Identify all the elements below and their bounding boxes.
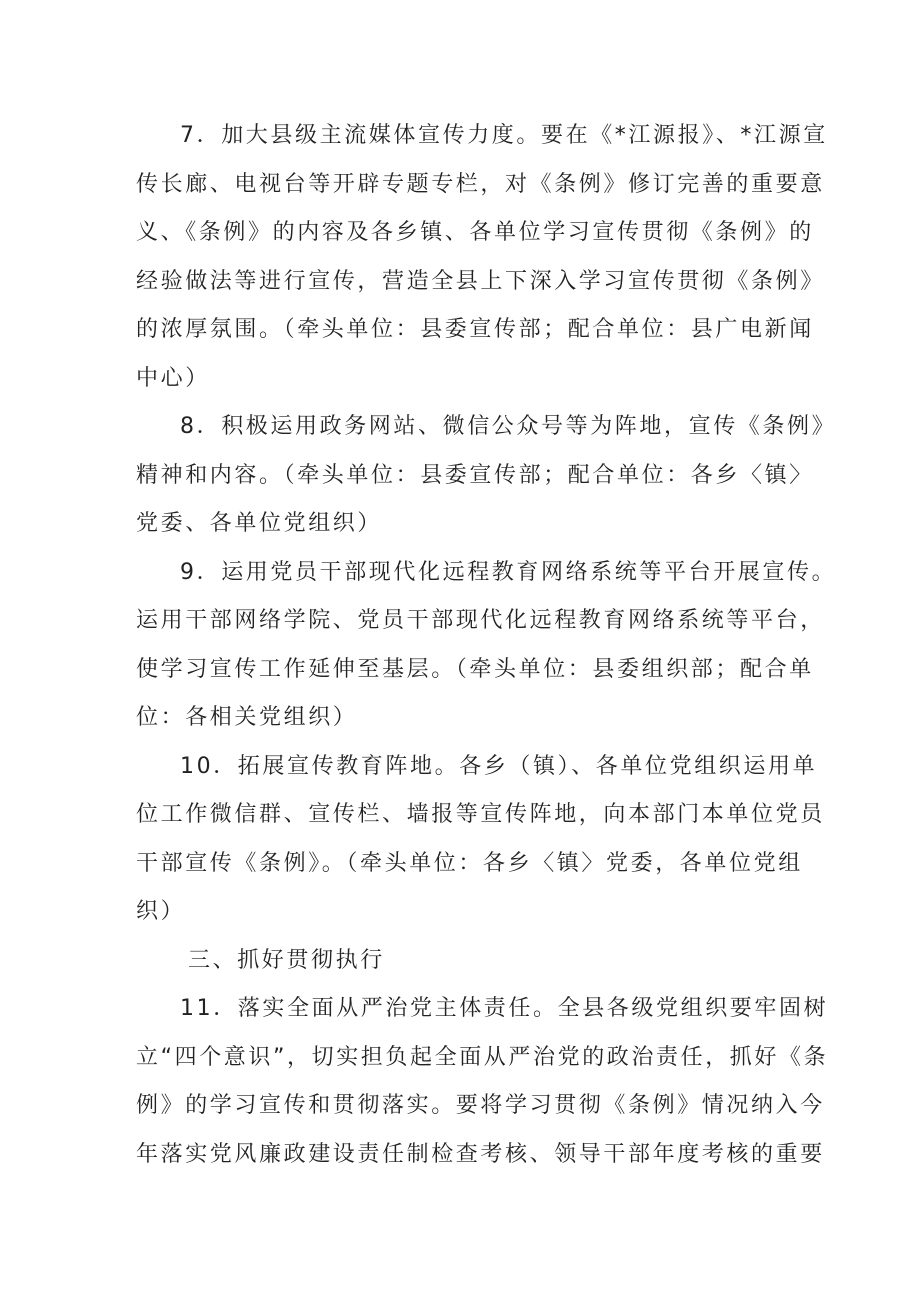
paragraph-11-line-2: 立“四个意识”，切实担负起全面从严治党的政治责任，抓好《条 [136, 1044, 829, 1070]
paragraph-9-line-4: 位：各相关党组织） [136, 705, 358, 730]
paragraph-8-line-1: 8．积极运用政务网站、微信公众号等为阵地，宣传《条例》 [180, 414, 837, 439]
paragraph-7-line-4: 经验做法等进行宣传，营造全县上下深入学习宣传贯彻《条例》 [136, 268, 825, 294]
paragraph-9-line-1: 9．运用党员干部现代化远程教育网络系统等平台开展宣传。 [180, 559, 837, 585]
paragraph-9-line-3: 使学习宣传工作延伸至基层。（牵头单位：县委组织部；配合单 [136, 656, 814, 682]
paragraph-9-line-2: 运用干部网络学院、党员干部现代化远程教育网络系统等平台， [136, 608, 825, 633]
paragraph-11-line-3: 例》的学习宣传和贯彻落实。要将学习贯彻《条例》情况纳入今 [136, 1093, 825, 1118]
paragraph-8-line-2: 精神和内容。（牵头单位：县委宣传部；配合单位：各乡〈镇〉 [136, 462, 814, 488]
paragraph-11-line-4: 年落实党风廉政建设责任制检查考核、领导干部年度考核的重要 [136, 1141, 825, 1167]
paragraph-10-line-1: 10．拓展宣传教育阵地。各乡（镇）、各单位党组织运用单 [180, 753, 818, 779]
document-body [136, 112, 837, 1179]
paragraph-10-line-2: 位工作微信群、宣传栏、墙报等宣传阵地，向本部门本单位党员 [136, 802, 825, 827]
section-heading-3: 三、抓好贯彻执行 [188, 947, 385, 973]
paragraph-7-line-6: 中心） [136, 365, 210, 391]
paragraph-8-line-3: 党委、各单位党组织） [136, 511, 383, 536]
paragraph-7-line-3: 义、《条例》的内容及各乡镇、各单位学习宣传贯彻《条例》的 [136, 220, 814, 245]
paragraph-10-line-3: 干部宣传《条例》。（牵头单位：各乡〈镇〉党委，各单位党组 [136, 850, 803, 876]
paragraph-7-line-2: 传长廊、电视台等开辟专题专栏，对《条例》修订完善的重要意 [136, 171, 825, 197]
paragraph-7-line-5: 的浓厚氛围。（牵头单位：县委宣传部；配合单位：县广电新闻 [136, 317, 814, 342]
paragraph-11-line-1: 11．落实全面从严治党主体责任。全县各级党组织要牢固树 [180, 996, 829, 1021]
paragraph-10-line-4: 织） [136, 899, 186, 924]
paragraph-7-line-1: 7．加大县级主流媒体宣传力度。要在《*江源报》、*江源宣 [180, 123, 828, 148]
